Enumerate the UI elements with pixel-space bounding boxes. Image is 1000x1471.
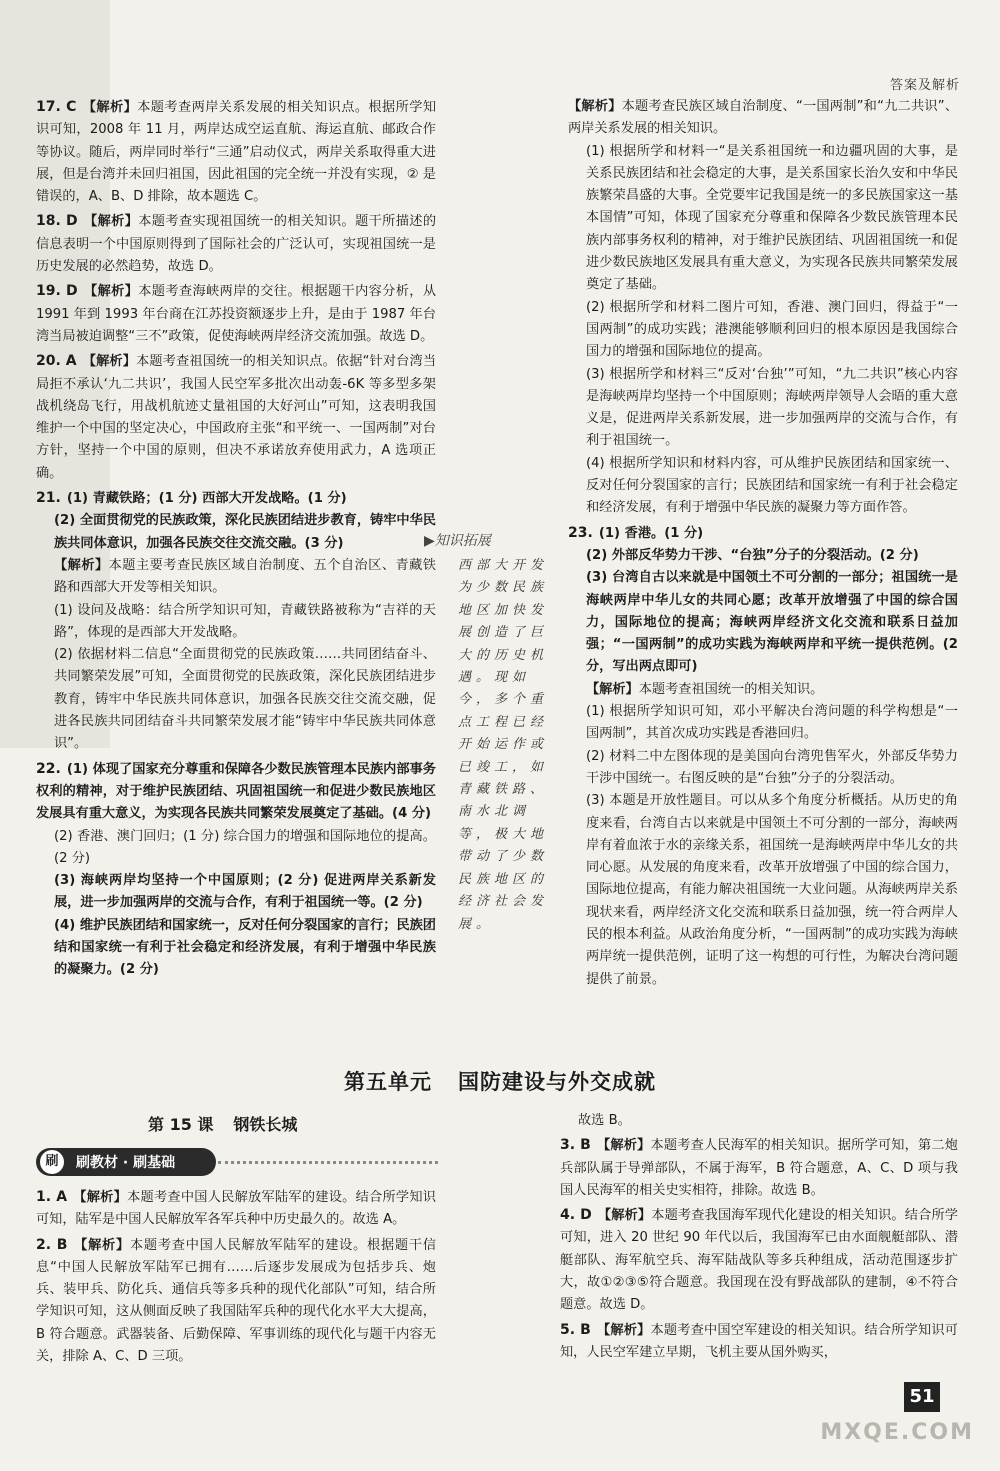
analysis-tag: 【解析】 [73, 1190, 128, 1205]
answer-entry [560, 1204, 958, 1316]
answer-entry [560, 1319, 958, 1365]
page-number: 51 [904, 1382, 940, 1412]
analysis-line [568, 679, 958, 701]
analysis-tag: 【解析】 [83, 284, 139, 300]
answer-entry [36, 350, 436, 485]
answer-line: (2) 全面贯彻党的民族政策，深化民族团结进步教育，铸牢中华民族共同体意识，加强各民族交往交流交融。(3 分) [54, 513, 436, 551]
question-21 [36, 487, 436, 756]
question-number: 22. [36, 760, 61, 777]
answer-entry [36, 280, 436, 348]
analysis-tag: 【解析】 [82, 100, 138, 115]
analysis-text: 本题考查实现祖国统一的相关知识。题干所描述的信息表明一个中国原则得到了国际社会的广泛认可，实现祖国统一是历史发展的必然趋势，故选 D。 [36, 214, 437, 275]
continued-text: 故选 B。 [578, 1113, 631, 1128]
answer-line: (1) 体现了国家充分尊重和保障各少数民族管理本民族内部事务权利的精神，对于维护民族团结、巩固祖国统一和促进少数民族地区发展具有重大意义，为实现各民族共同繁荣发展奠定了基础。(4 分) [36, 761, 436, 822]
answer-entry [36, 1234, 436, 1369]
analysis-block [568, 96, 958, 520]
question-number: 23. [568, 524, 593, 541]
question-number: 5. B [560, 1321, 591, 1338]
badge-label: 刷教材 · 刷基础 [76, 1155, 176, 1171]
question-number: 17. C [36, 99, 77, 115]
unit-label: 第五单元 [344, 1070, 432, 1094]
sidebar-title: ▶知识拓展 [424, 533, 491, 549]
answer-line: (4) 维护民族团结和国家统一，反对任何分裂国家的言行；民族团结和国家统一有利于社会稳定和经济发展，有利于增强中华民族的凝聚力。(2 分) [54, 917, 436, 978]
analysis-line: (3) 根据所学和材料三“反对‘台独’”可知，“九二共识”核心内容是海峡两岸均坚持一个中国原则；海峡两岸领导人会晤的重大意义是，促进两岸关系新发展，进一步加强两岸的交流与合作，有利于祖国统一。 [586, 366, 958, 449]
question-number: 18. D [36, 213, 78, 230]
analysis-tag: 【解析】 [596, 1138, 651, 1154]
answer-line: (3) 台湾自古以来就是中国领土不可分割的一部分；祖国统一是海峡两岸中华儿女的共同心愿；改革开放增强了中国的综合国力，国际地位的提高；海峡两岸经济文化交流和联系日益加强；“一国两制”的成功实践为海峡两岸和平统一提供范例。(2 分，写出两点即可) [586, 570, 958, 675]
bottom-right-entries [560, 1134, 958, 1364]
analysis-text: 本题考查祖国统一的相关知识。 [638, 681, 824, 697]
question-number: 21. [36, 490, 61, 507]
analysis-line [36, 555, 436, 600]
answer-line: (2) 外部反华势力干涉、“台独”分子的分裂活动。(2 分) [586, 547, 919, 563]
analysis-line: (1) 根据所学知识可知，邓小平解决台湾问题的科学构想是“一国两制”，其首次成功实践是香港回归。 [586, 704, 958, 742]
question-number: 3. B [560, 1137, 591, 1154]
brush-icon: 刷 [40, 1150, 64, 1174]
left-column [36, 96, 436, 984]
question-number: 2. B [36, 1236, 68, 1253]
analysis-tag: 【解析】 [54, 557, 109, 573]
analysis-text: 本题主要考查民族区域自治制度、五个自治区、青藏铁路和西部大开发等相关知识。 [54, 557, 436, 596]
answer-line: (1) 青藏铁路；(1 分) 西部大开发战略。(1 分) [66, 491, 347, 507]
lesson-label: 第 15 课 [148, 1115, 214, 1134]
analysis-text: 本题考查中国人民解放军陆军的建设。根据题干信息“中国人民解放军陆军已拥有……后逐步发展成为包括步兵、炮兵、装甲兵、防化兵、通信兵等多兵种的现代化部队”可知，结合所学知识可知，这从侧面反映了我国陆军兵种的现代化水平大大提高，B 符合题意。武器装备、后勤保障、军事训练的现代化与题干内容无关，排除 A、C、D 三项。 [36, 1237, 437, 1365]
analysis-line: (1) 根据所学和材料一“是关系祖国统一和边疆巩固的大事，是关系民族团结和社会稳定的大事，是关系国家长治久安和中华民族繁荣昌盛的大事。全党要牢记我国是统一的多民族国家这一基本国情”可知，体现了国家充分尊重和保障各少数民族管理本民族内部事务权利的精神，对于维护民族团结、巩固祖国统一和促进少数民族地区发展具有重大意义，为实现各民族共同繁荣发展奠定了基础。 [586, 143, 958, 293]
analysis-text: 本题考查人民海军的相关知识。据所学可知，第二炮兵部队属于导弹部队，不属于海军，B 符合题意，A、C、D 项与我国人民海军的相关史实相符，排除。故选 B。 [560, 1138, 958, 1198]
analysis-line: (1) 设问及战略：结合所学知识可知，青藏铁路被称为“吉祥的天路”，体现的是西部大开发战略。 [54, 602, 436, 640]
answer-entry [36, 96, 436, 208]
dotted-divider [218, 1161, 438, 1164]
analysis-text: 本题考查祖国统一的相关知识点。依据“针对台湾当局拒不承认‘九二共识’，我国人民空军多批次出动轰-6K 等多型多架战机绕岛飞行，用战机航迹丈量祖国的大好河山”可知，这表明我国维护一个中国的坚定决心，中国政府主张“和平统一、一国两制”对台方针，坚持一个中国的原则，但决不承诺放弃使用武力，A 选项正确。 [36, 354, 437, 481]
analysis-tag: 【解析】 [73, 1237, 130, 1253]
question-number: 1. A [36, 1189, 68, 1205]
answer-entry [560, 1134, 958, 1202]
bottom-right-column [560, 1110, 958, 1366]
question-number: 4. D [560, 1207, 592, 1224]
analysis-line: (2) 材料二中左图体现的是美国向台湾兜售军火，外部反华势力干涉中国统一。右图反映的是“台独”分子的分裂活动。 [586, 748, 958, 786]
analysis-tag: 【解析】 [586, 681, 639, 697]
analysis-tag: 【解析】 [597, 1208, 652, 1224]
analysis-text: 本题考查民族区域自治制度、“一国两制”和“九二共识”、两岸关系发展的相关知识。 [568, 99, 959, 137]
analysis-tag: 【解析】 [83, 214, 139, 230]
section-badge [36, 1148, 216, 1176]
analysis-text: 本题考查中国空军建设的相关知识。结合所学知识可知，人民空军建立早期，飞机主要从国外购买， [560, 1322, 958, 1360]
question-number: 19. D [36, 283, 78, 300]
analysis-tag: 【解析】 [82, 354, 137, 370]
lesson-title [148, 1112, 297, 1135]
analysis-line: (2) 根据所学和材料二图片可知，香港、澳门回归，得益于“一国两制”的成功实践；港澳能够顺利回归的根本原因是我国综合国力的增强和国际地位的提高。 [586, 299, 958, 360]
sidebar-text: 西部大开发为少数民族地区加快发展创造了巨大的历史机遇。现如今，多个重点工程已经开始运作或已竣工，如青藏铁路、南水北调等，极大地带动了少数民族地区的经济社会发展。 [458, 558, 549, 932]
analysis-tag: 【解析】 [596, 1322, 651, 1338]
answer-line: (3) 海峡两岸均坚持一个中国原则；(2 分) 促进两岸关系新发展，进一步加强两岸的交流与合作，有利于祖国统一等。(2 分) [54, 873, 436, 911]
analysis-line: (4) 根据所学知识和材料内容，可从维护民族团结和国家统一、反对任何分裂国家的言行；民族团结和国家统一有利于社会稳定和经济发展，有利于增强中华民族的凝聚力等方面作答。 [586, 455, 958, 516]
analysis-line: (2) 依据材料二信息“全面贯彻党的民族政策……共同团结奋斗、共同繁荣发展”可知，全面贯彻党的民族政策，深化民族团结进步教育，铸牢中华民族共同体意识，加强各民族交往交流交融，促进各民族共同团结奋斗共同繁荣发展才能“铸牢中华民族共同体意识”。 [54, 647, 436, 752]
question-22 [36, 758, 436, 982]
section-header: 答案及解析 [889, 78, 960, 93]
answer-line: (1) 香港。(1 分) [598, 525, 704, 541]
left-entries [36, 96, 436, 485]
analysis-text: 本题考查海峡两岸的交往。根据题干内容分析，从 1991 年到 1993 年台商在江苏投资额逐步上升，是由于 1987 年台湾当局被迫调整“三不”政策，促使海峡两岸经济交流加强。故选 D。 [36, 284, 437, 344]
analysis-text: 本题考查我国海军现代化建设的相关知识。结合所学可知，进入 20 世纪 90 年代以后，我国海军已由水面舰艇部队、潜艇部队、海军航空兵、海军陆战队等多兵种组成，活动范围逐步扩大，故①②③⑤符合题意。我国现在没有野战部队的建制，④不符合题意。故选 D。 [560, 1208, 958, 1313]
watermark: MXQE.COM [820, 1420, 974, 1445]
unit-title [0, 1066, 1000, 1096]
lesson-name: 钢铁长城 [233, 1115, 298, 1134]
answer-entry [36, 1186, 436, 1232]
question-number: 20. A [36, 353, 77, 370]
answer-entry [36, 210, 436, 278]
analysis-text: 本题考查中国人民解放军陆军的建设。结合所学知识可知，陆军是中国人民解放军各军兵种中历史最久的。故选 A。 [36, 1190, 436, 1228]
unit-name: 国防建设与外交成就 [458, 1070, 656, 1094]
analysis-line: (3) 本题是开放性题目。可以从多个角度分析概括。从历史的角度来看，台湾自古以来就是中国领土不可分割的一部分，海峡两岸有着血浓于水的亲缘关系，祖国统一是海峡两岸中华儿女的共同心愿。从发展的角度来看，改革开放增强了中国的综合国力，国际地位提高，有能力解决祖国统一大业问题。从海峡两岸关系现状来看，两岸经济文化交流和联系日益加强，统一符合两岸人民的根本利益。从政治角度分析，“一国两制”的成功实践为海峡两岸统一提供范例，证明了这一构想的可行性，为解决台湾问题提供了前景。 [586, 793, 958, 987]
question-23 [568, 522, 958, 991]
analysis-text: 本题考查两岸关系发展的相关知识点。根据所学知识可知，2008 年 11 月，两岸达成空运直航、海运直航、邮政合作等协议。随后，两岸同时举行“三通”启动仪式，两岸关系取得重大进展，但是台湾并未回归祖国，因此祖国的完全统一并没有实现，② 是错误的，A、B、D 排除，故本题选 C。 [36, 100, 437, 205]
bottom-left-column [36, 1186, 436, 1370]
answer-line: (2) 香港、澳门回归；(1 分) 综合国力的增强和国际地位的提高。(2 分) [54, 828, 436, 866]
right-column [568, 96, 958, 993]
analysis-tag: 【解析】 [568, 99, 622, 114]
